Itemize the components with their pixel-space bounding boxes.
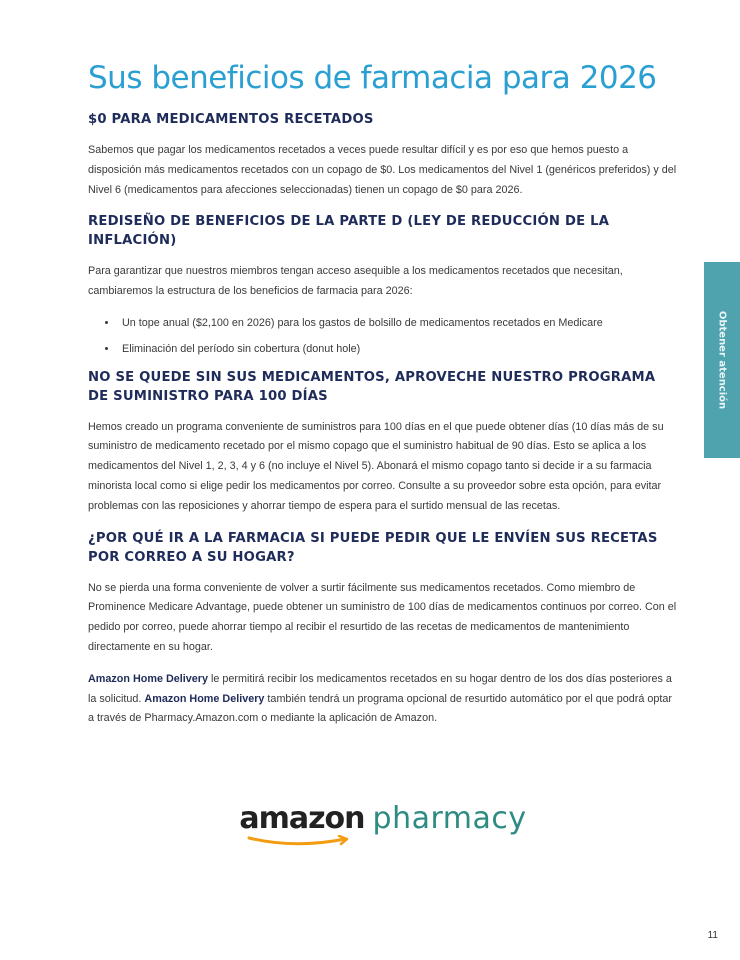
page-title: Sus beneficios de farmacia para 2026 <box>88 60 657 96</box>
amazon-smile-icon <box>245 835 355 849</box>
section-heading-zero-copay: $0 PARA MEDICAMENTOS RECETADOS <box>88 112 374 127</box>
bullet-item: • Un tope anual ($2,100 en 2026) para los gastos de bolsillo de medicamentos recetados en Medicare <box>118 314 678 334</box>
section-paragraph-zero-copay: Sabemos que pagar los medicamentos recetados a veces puede resultar difícil y es por eso que hemos puesto a disposición más medicamentos recetados con un copago de $0. Los medicamentos del Nivel 1 (genéricos preferidos) y del Nivel 6 (medicamentos para afecciones seleccionadas) tienen un copago de $0 para 2026. <box>88 144 677 196</box>
section-paragraph-mail-order: No se pierda una forma conveniente de volver a surtir fácilmente sus medicamentos recetados. Como miembro de Prominence Medicare Advantage, puede obtener un suministro de 100 días de medicamentos continuos por correo. Con el pedido por correo, puede ahorrar tiempo al recibir el resurtido de las recetas de medicamentos de mantenimiento directamente en su hogar. <box>88 581 677 653</box>
section-heading-100-day: NO SE QUEDE SIN SUS MEDICAMENTOS, APROVECHE NUESTRO PROGRAMA DE SUMINISTRO PARA 100 DÍAS <box>88 369 656 404</box>
amazon-text-1: le permitirá recibir los medicamentos recetados en su hogar dentro de los dos días posteriores a la solicitud. <box>88 672 672 705</box>
part-d-bullet-list <box>88 314 678 360</box>
page-number: 11 <box>707 930 718 941</box>
amazon-brand-name: Amazon Home Delivery <box>88 672 209 685</box>
logo-pharmacy-word: pharmacy <box>372 801 527 836</box>
section-paragraph-part-d: Para garantizar que nuestros miembros tengan acceso asequible a los medicamentos recetados que necesitan, cambiaremos la estructura de los beneficios de farmacia para 2026: <box>88 265 623 298</box>
amazon-text-2: también tendrá un programa opcional de resurtido automático por el que podrá optar a través de Pharmacy.Amazon.com o mediante la aplicación de Amazon. <box>88 692 672 725</box>
section-heading-part-d: REDISEÑO DE BENEFICIOS DE LA PARTE D (LEY DE REDUCCIÓN DE LA INFLACIÓN) <box>88 214 610 249</box>
side-tab-label: Obtener atención <box>716 310 728 410</box>
section-heading-mail-order: ¿POR QUÉ IR A LA FARMACIA SI PUEDE PEDIR QUE LE ENVÍEN SUS RECETAS POR CORREO A SU HOGAR? <box>88 530 658 565</box>
logo-amazon-word: amazon <box>239 801 365 836</box>
bullet-item: • Eliminación del período sin cobertura (donut hole) <box>118 340 678 360</box>
amazon-brand-name: Amazon Home Delivery <box>144 692 265 705</box>
page-content <box>88 60 678 741</box>
amazon-delivery-paragraph <box>88 670 678 729</box>
amazon-pharmacy-logo <box>88 792 678 836</box>
side-section-tab <box>704 262 740 458</box>
section-paragraph-100-day: Hemos creado un programa conveniente de suministros para 100 días en el que puede obtener días (10 días más de su suministro de medicamento recetado por el mismo copago que el suministro habitual de 90 días. Esto se aplica a los medicamentos del Nivel 1, 2, 3, 4 y 6 (no incluye el Nivel 5). Abonará el mismo copago tanto si decide ir a su farmacia minorista local como si elige pedir los medicamentos por correo. Consulte a su proveedor sobre esta opción, para evitar problemas con las reposiciones y ahorrar tiempo de espera para el surtido mensual de las recetas. <box>88 420 664 512</box>
